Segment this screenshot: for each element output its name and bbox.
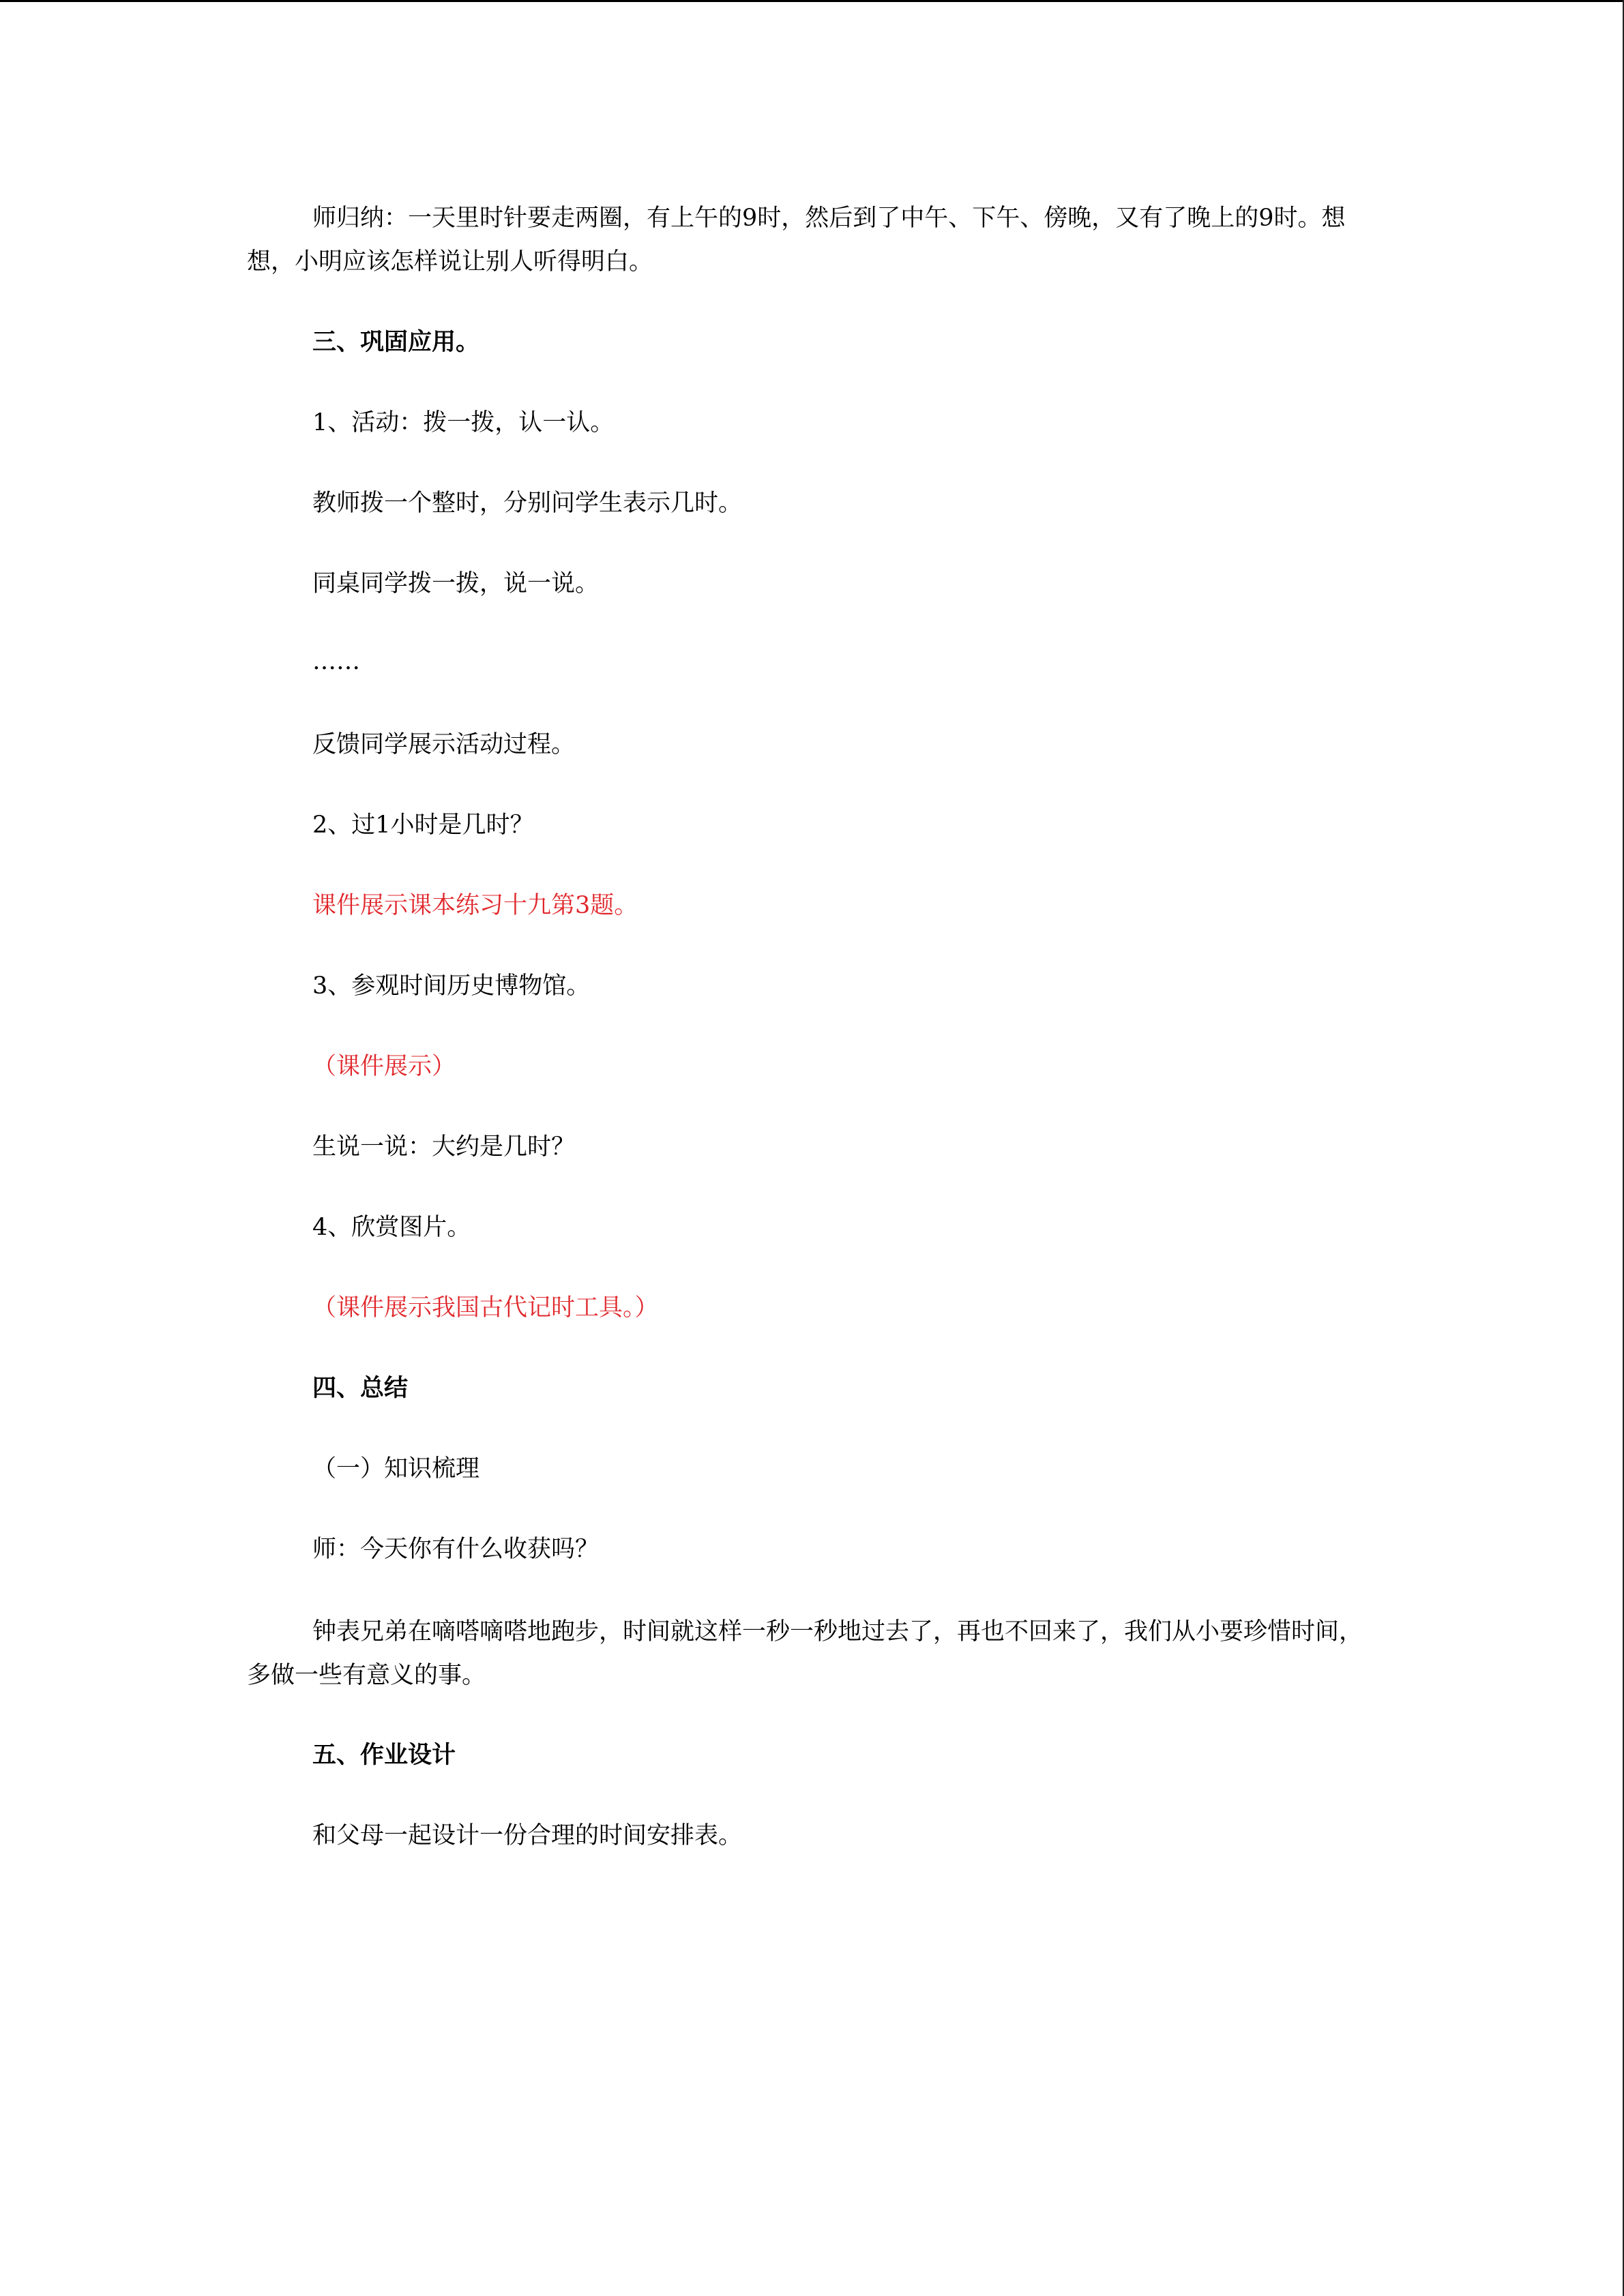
activity-1-text: 1、活动：拨一拨，认一认。 bbox=[312, 409, 615, 436]
activity-4-text: 4、欣赏图片。 bbox=[312, 1214, 471, 1241]
ellipsis-text: …… bbox=[312, 648, 360, 675]
closing-paragraph: 钟表兄弟在嘀嗒嘀嗒地跑步，时间就这样一秒一秒地过去了，再也不回来了，我们从小要珍惜时间，多做一些有意义的事。 bbox=[247, 1618, 1363, 1689]
teacher-question-text: 师：今天你有什么收获吗？ bbox=[312, 1536, 600, 1563]
section-heading-summary: 四、总结 bbox=[312, 1374, 409, 1402]
subheading-knowledge-review: （一）知识梳理 bbox=[312, 1455, 480, 1482]
homework-text: 和父母一起设计一份合理的时间安排表。 bbox=[312, 1822, 743, 1849]
activity-3-text: 3、参观时间历史博物馆。 bbox=[312, 972, 591, 1000]
deskmate-activity-text: 同桌同学拨一拨，说一说。 bbox=[312, 570, 600, 597]
section-heading-consolidate: 三、巩固应用。 bbox=[312, 328, 480, 356]
courseware-note-exercise: 课件展示课本练习十九第3题。 bbox=[312, 892, 638, 919]
student-question-text: 生说一说：大约是几时？ bbox=[312, 1133, 576, 1161]
summary-paragraph: 师归纳：一天里时针要走两圈，有上午的9时，然后到了中午、下午、傍晚，又有了晚上的9时。想想，小明应该怎样说让别人听得明白。 bbox=[247, 205, 1346, 275]
activity-2-text: 2、过1小时是几时？ bbox=[312, 811, 534, 839]
feedback-text: 反馈同学展示活动过程。 bbox=[312, 731, 576, 758]
teacher-instruction-text: 教师拨一个整时，分别问学生表示几时。 bbox=[312, 490, 743, 517]
courseware-note-ancient-tools: （课件展示我国古代记时工具。） bbox=[312, 1294, 659, 1322]
courseware-note-display: （课件展示） bbox=[312, 1053, 456, 1080]
section-heading-homework: 五、作业设计 bbox=[312, 1741, 456, 1769]
